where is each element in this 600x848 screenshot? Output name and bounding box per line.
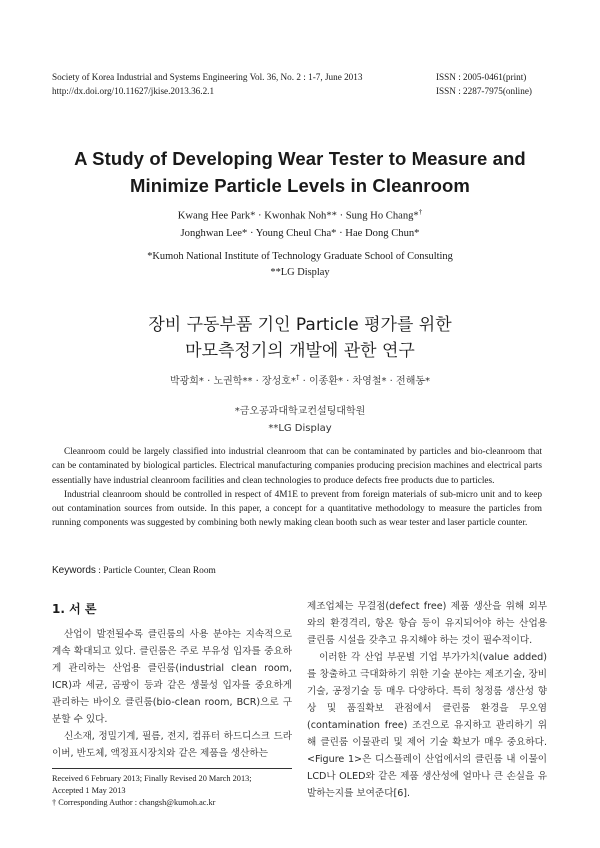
footnote-accepted: Accepted 1 May 2013 [52,786,126,796]
authors-ko-part1: 박광희* · 노권학** · 장성호* [169,376,296,387]
keywords [52,565,216,576]
title-en-line1: A Study of Developing Wear Tester to Measure and [74,148,526,169]
journal-line: Society of Korea Industrial and Systems Engineering Vol. 36, No. 2 : 1-7, June 2013 [52,72,363,82]
abstract [52,445,542,531]
keywords-label: Keywords [52,565,96,576]
keywords-value: : Particle Counter, Clean Room [98,566,216,576]
authors-en-line2: Jonghwan Lee* · Young Cheul Cha* · Hae Dong Chun* [180,227,420,239]
abstract-paragraph-1: Cleanroom could be largely classified into industrial cleanroom that can be contaminated by particles and bio-cleanroom that can be contaminated by biological particles. Electrical manufacturing companies producing precision machines and electrical parts essentially have industrial cleanroom facilities and clean technologies to produce defects free products due to particles. [52,447,542,486]
authors-ko-part2: · 이종환* · 차영철* · 전해동* [299,376,431,387]
left-column [52,626,292,762]
authors-en-line1: Kwang Hee Park* · Kwonhak Noh** · Sung Ho Chang* [177,210,419,222]
paper-title-ko [0,312,600,364]
left-paragraph-2: 신소재, 정밀기계, 필름, 전지, 컴퓨터 하드디스크 드라이버, 반도체, 액정표시장치와 같은 제품을 생산하는 [52,731,292,759]
affiliation-ko [0,403,600,437]
section-heading: 1. 서 론 [52,602,97,616]
issn-print: ISSN : 2005-0461(print) [436,72,527,82]
corresponding-mark: † [418,208,423,216]
footnote-received: Received 6 February 2013; Finally Revised 20 March 2013; [52,774,252,783]
left-paragraph-1: 산업이 발전될수록 클린룸의 사용 분야는 지속적으로 계속 확대되고 있다. 클린룸은 주로 부유성 입자를 중요하게 관리하는 산업용 클린룸(industrial clean room, ICR)과 세균, 곰팡이 등과 같은 생물성 입자를 중요하게 관리하는 바이오 클린룸(bio-clean room, BCR)으로 구분할 수 있다. [52,629,292,725]
affiliation-ko-line1: *금오공과대학교컨설팅대학원 [234,406,366,417]
title-ko-line1: 장비 구동부품 기인 Particle 평가를 위한 [148,315,452,335]
authors-en [0,204,600,242]
doi-link[interactable]: http://dx.doi.org/10.11627/jkise.2013.36.2.1 [52,86,215,96]
affiliation-en-line1: *Kumoh National Institute of Technology Graduate School of Consulting [147,251,453,262]
journal-info [52,70,362,98]
title-en-line2: Minimize Particle Levels in Cleanroom [130,175,470,196]
affiliation-en [0,249,600,281]
right-paragraph-1: 제조업체는 무결점(defect free) 제품 생산을 위해 외부와의 환경격리, 항온 항습 등이 유지되어야 하는 산업용 클린룸 시설을 갖추고 유지해야 하는 것이 필수적이다. [307,601,547,646]
footnote [52,773,292,810]
footnote-corresponding: Corresponding Author : changsh@kumoh.ac.kr [56,798,216,808]
title-ko-line2: 마모측정기의 개발에 관한 연구 [185,341,415,361]
affiliation-en-line2: **LG Display [270,267,330,278]
right-paragraph-2: 이러한 각 산업 부문별 기업 부가가치(value added)를 창출하고 극대화하기 위한 기술 분야는 제조기술, 장비기술, 공정기술 등 매우 다양하다. 특히 청정룸 생산성 향상 및 품질확보 관점에서 클린룸 환경을 무오염(contamination free) 조건으로 유지하고 관리하기 위해 클린룸 이물관리 및 제어 기술 확보가 매우 중요하다. <Figure 1>은 디스플레이 산업에서의 클린룸 내 이물이 LCD나 OLED와 같은 제품 생산성에 얼마나 큰 손실을 유발하는지를 보여준다[6]. [307,652,547,799]
paper-title-en [0,145,600,199]
authors-ko [0,372,600,387]
footnote-dagger: † [52,798,57,808]
abstract-paragraph-2: Industrial cleanroom should be controlled in respect of 4M1E to prevent from foreign materials of sub-micro unit and to keep out contamination sources from outside. In this paper, a concept for a quantitative methodology to measure the particles from running components was suggested by combining both newly making clean booth such as wear tester and laser particle counter. [52,489,542,529]
right-column [307,598,547,802]
authors-ko-sup: † [295,373,300,382]
issn-online: ISSN : 2287-7975(online) [436,86,532,96]
affiliation-ko-line2: **LG Display [268,423,332,434]
footnote-divider [52,768,292,769]
issn-info [436,70,532,98]
